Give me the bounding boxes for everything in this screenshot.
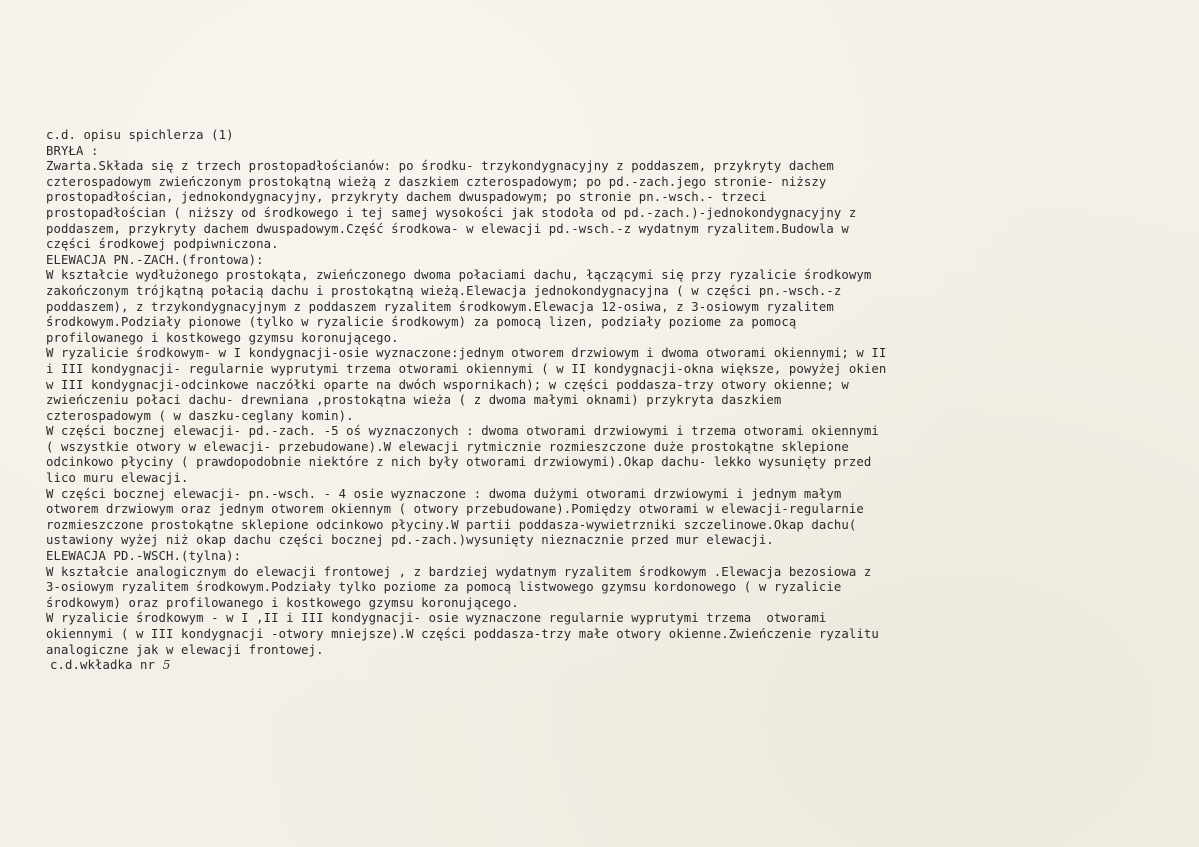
text-line: W ryzalicie środkowym - w I ,II i III kondygnacji- osie wyznaczone regularnie wyprutymi trzema otworami [46,611,827,626]
text-line: W ryzalicie środkowym- w I kondygnacji-osie wyznaczone:jednym otworem drzwiowym i dwoma otworami okiennymi; w II [46,346,887,361]
text-line: W części bocznej elewacji- pn.-wsch. - 4 osie wyznaczone : dwoma dużymi otworami drzwiowymi i jednym małym [46,486,842,501]
doc-title: c.d. opisu spichlerza (1) [46,128,234,142]
text-line: prostopadłościan ( niższy od środkowego i tej samej wysokości jak stodoła od pd.-zach.)-jednokondygnacyjny z [46,205,857,220]
continuation-note [46,658,1171,674]
text-line: czterospadowym zwieńczonym prostokątną wieżą z daszkiem czterospadowym; po pd.-zach.jego stronie- niższy [46,174,827,189]
text-line: okiennymi ( w III kondygnacji -otwory mniejsze).W części poddasza-trzy małe otwory okienne.Zwieńczenie ryzalitu [46,627,879,641]
text-line: ( wszystkie otwory w elewacji- przebudowane).W elewacji rytmicznie rozmieszczone duże prostokątne sklepione [46,439,849,454]
text-line: zwieńczeniu połaci dachu- drewniana ,prostokątna wieża ( z dwoma małymi oknami) przykryta daszkiem [46,393,782,408]
continuation-note-text: c.d.wkładka nr [50,658,156,673]
text-line: lico muru elewacji. [46,471,189,486]
text-line: środkowym) oraz profilowanego i kostkowego gzymsu koronującego. [46,595,519,610]
text-line: odcinkowo płyciny ( prawdopodobnie niektóre z nich były otworami drzwiowymi).Okap dachu- lekko wysunięty przed [46,455,872,470]
text-line: i III kondygnacji- regularnie wyprutymi trzema otworami okiennymi ( w II kondygnacji-okna większe, powyżej okien [46,361,887,376]
text-line: czterospadowym ( w daszku-ceglany komin). [46,408,354,423]
text-line: profilowanego i kostkowego gzymsu koronującego. [46,330,399,345]
text-line: zakończonym trójkątną połacią dachu i prostokątną wieżą.Elewacja jednokondygnacyjna ( w części pn.-wsch.-z [46,283,842,298]
text-line: W kształcie wydłużonego prostokąta, zwieńczonego dwoma połaciami dachu, łączącymi się przy ryzalicie środkowym [46,268,872,283]
text-line: Zwarta.Składa się z trzech prostopadłościanów: po środku- trzykondygnacyjny z poddaszem, przykryty dachem [46,159,834,174]
text-line: analogiczne jak w elewacji frontowej. [46,642,324,657]
text-line: części środkowej podpiwniczona. [46,237,279,252]
text-line: w III kondygnacji-odcinkowe naczółki oparte na dwóch wspornikach); w części poddasza-trzy otwory okienne; w [46,377,849,392]
handwritten-insert-number: 5 [162,658,171,673]
text-line: W kształcie analogicznym do elewacji frontowej , z bardziej wydatnym ryzalitem środkowym .Elewacja bezosiowa z [46,564,872,579]
text-line: 3-osiowym ryzalitem środkowym.Podziały tylko poziome za pomocą listwowego gzymsu kordonowego ( w ryzalicie [46,580,842,595]
text-line: otworem drzwiowym oraz jednym otworem okiennym ( otwory przebudowane).Pomiędzy otworami w elewacji-regularnie [46,502,864,517]
section-heading-rear-elevation: ELEWACJA PD.-WSCH.(tylna): [46,549,242,564]
text-line: poddaszem), z trzykondygnacyjnym z poddaszem ryzalitem środkowym.Elewacja 12-osiwa, z 3-osiowym ryzalitem [46,299,834,314]
text-line: prostopadłościan, jednokondygnacyjny, przykryty dachem dwuspadowym; po stronie pn.-wsch.- trzeci [46,190,767,205]
text-line: rozmieszczone prostokątne sklepione odcinkowo płyciny.W partii poddasza-wywietrzniki szczelinowe.Okap dachu( [46,517,857,532]
text-line: poddaszem, przykryty dachem dwuspadowym.Część środkowa- w elewacji pd.-wsch.-z wydatnym ryzalitem.Budowla w [46,221,849,236]
typewritten-text [46,128,1171,674]
text-line: W części bocznej elewacji- pd.-zach. -5 oś wyznaczonych : dwoma otworami drzwiowymi i trzema otworami okiennymi [46,424,879,439]
text-line: ustawiony wyżej niż okap dachu części bocznej pd.-zach.)wysunięty nieznacznie przed mur elewacji. [46,533,774,548]
section-heading-front-elevation: ELEWACJA PN.-ZACH.(frontowa): [46,252,264,267]
text-line: środkowym.Podziały pionowe (tylko w ryzalicie środkowym) za pomocą lizen, podziały poziome za pomocą [46,315,797,330]
section-heading-bryla: BRYŁA : [46,143,99,158]
